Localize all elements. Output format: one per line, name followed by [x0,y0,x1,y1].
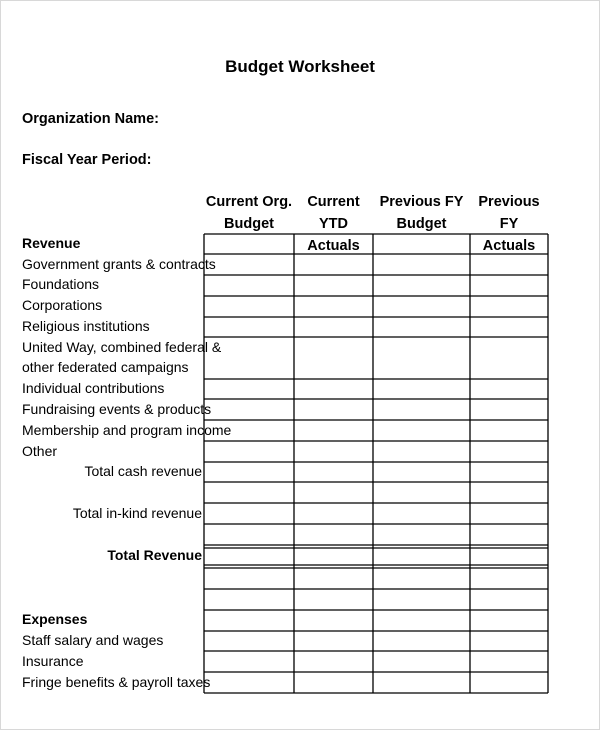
row-label: Government grants & contracts [22,256,216,272]
organization-name-label: Organization Name: [22,111,159,127]
row-label: other federated campaigns [22,359,189,375]
total-revenue-label: Total Revenue [107,547,202,563]
total-inkind-revenue-label: Total in-kind revenue [72,505,202,521]
row-label: United Way, combined federal & [22,339,222,355]
row-label: Fundraising events & products [22,401,212,417]
fiscal-year-label: Fiscal Year Period: [22,152,152,168]
row-label: Fringe benefits & payroll taxes [22,674,211,690]
document-title: Budget Worksheet [225,57,375,76]
column-header-line: Budget [224,216,274,232]
row-label: Individual contributions [22,380,165,396]
row-label: Religious institutions [22,318,150,334]
row-label: Corporations [22,297,103,313]
column-header-line: Previous FY [379,194,464,210]
row-label: Staff salary and wages [22,632,164,648]
row-label: Other [22,443,58,459]
row-label: Foundations [22,276,100,292]
column-header-line: Budget [396,216,447,232]
column-header-line: Previous FY [478,194,540,232]
row-label: Membership and program income [22,422,232,438]
column-header-line: Actuals [307,238,360,254]
column-header-line: Current YTD [307,194,360,232]
expenses-heading: Expenses [22,611,88,627]
column-header-line: Current Org. [205,194,293,210]
revenue-heading: Revenue [22,235,81,251]
column-header-line: Actuals [482,238,536,254]
total-cash-revenue-label: Total cash revenue [84,463,202,479]
row-label: Insurance [22,653,84,669]
